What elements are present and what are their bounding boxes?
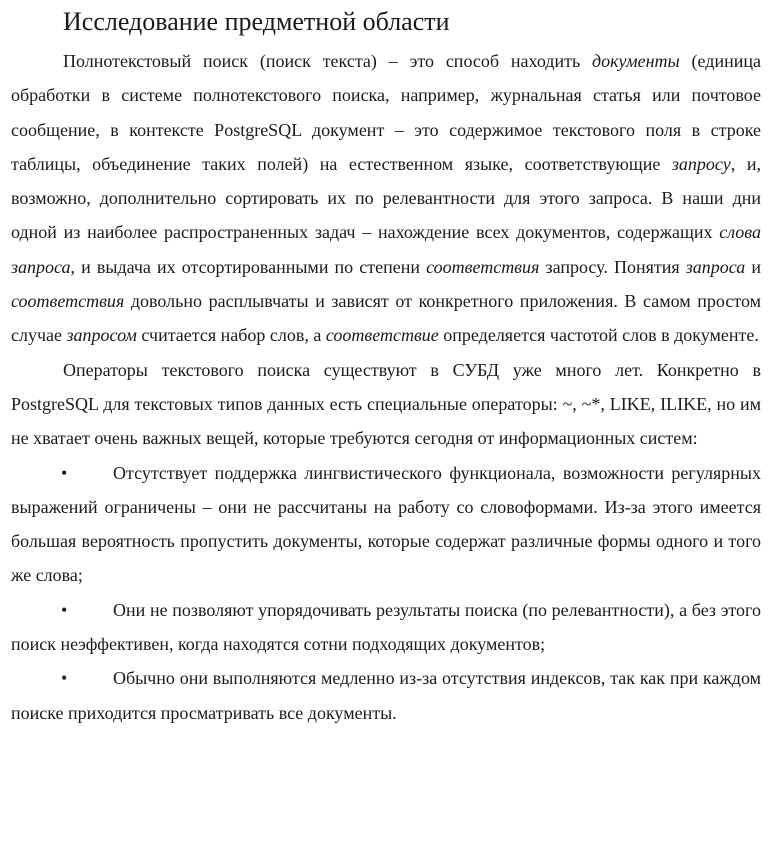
section-title: Исследование предметной области (63, 7, 450, 36)
list-item-text: Отсутствует поддержка лингвистического функционала, возможности регулярных выражений ограничены – они не рассчитаны на работу со словоформами. Из-за этого имеется большая вероятность пропустить документы, которые содержат различные формы одного и того же слова; (11, 462, 761, 586)
term-query-words: слова запроса (11, 222, 761, 277)
bullet-icon: • (61, 462, 68, 483)
list-item-text: Обычно они выполняются медленно из-за отсутствия индексов, так как при каждом поиске приходится просматривать все документы. (11, 668, 761, 723)
paragraph-intro (11, 44, 761, 353)
term-query: запросу (671, 153, 731, 174)
intro-text-9: определяется частотой слов в документе. (438, 325, 759, 346)
intro-text-4: , и выдача их отсортированными по степени (70, 256, 427, 277)
bullet-icon: • (61, 599, 68, 620)
list-item-text: Они не позволяют упорядочивать результаты поиска (по релевантности), а без этого поиск неэффективен, когда находятся сотни подходящих документов; (11, 599, 761, 655)
paragraph-operators: Операторы текстового поиска существуют в СУБД уже много лет. Конкретно в PostgreSQL для текстовых типов данных есть специальные операторы: ~, ~*, LIKE, ILIKE, но им не хватает очень важных вещей, которые требуются сегодня от информационных систем: (11, 359, 761, 449)
list-item (11, 661, 761, 730)
term-relevance: соответствия (426, 256, 540, 277)
intro-text-2: (единица обработки в системе полнотекстового поиска, например, журнальная статья или почтовое сообщение, в контексте PostgreSQL документ – это содержимое текстового поля в строке таблицы, объединение таких полей) на естественном языке, соответствующие (11, 51, 761, 174)
term-relevance-2: соответствия (11, 291, 125, 312)
intro-text-3: , и, возможно, дополнительно сортировать их по релевантности для этого запроса. В наши дни одной из наиболее распространенных задач – нахождение всех документов, содержащих (11, 153, 761, 243)
list-item (11, 593, 761, 662)
term-query-2: запроса (685, 256, 746, 277)
term-documents: документы (592, 51, 680, 71)
list-item (11, 456, 761, 593)
term-match: соответствие (325, 325, 439, 346)
intro-text-8: считается набор слов, а (136, 325, 326, 346)
bullet-icon: • (61, 668, 68, 689)
intro-text-7: довольно расплывчаты и зависят от конкретного приложения. В самом простом случае (11, 291, 761, 346)
intro-text-6: и (745, 256, 761, 277)
limitations-list (11, 456, 761, 730)
intro-text-1: Полнотекстовый поиск (поиск текста) – это способ находить (63, 51, 593, 71)
term-query-instr: запросом (66, 325, 137, 346)
intro-text-5: запросу. Понятия (539, 256, 686, 277)
